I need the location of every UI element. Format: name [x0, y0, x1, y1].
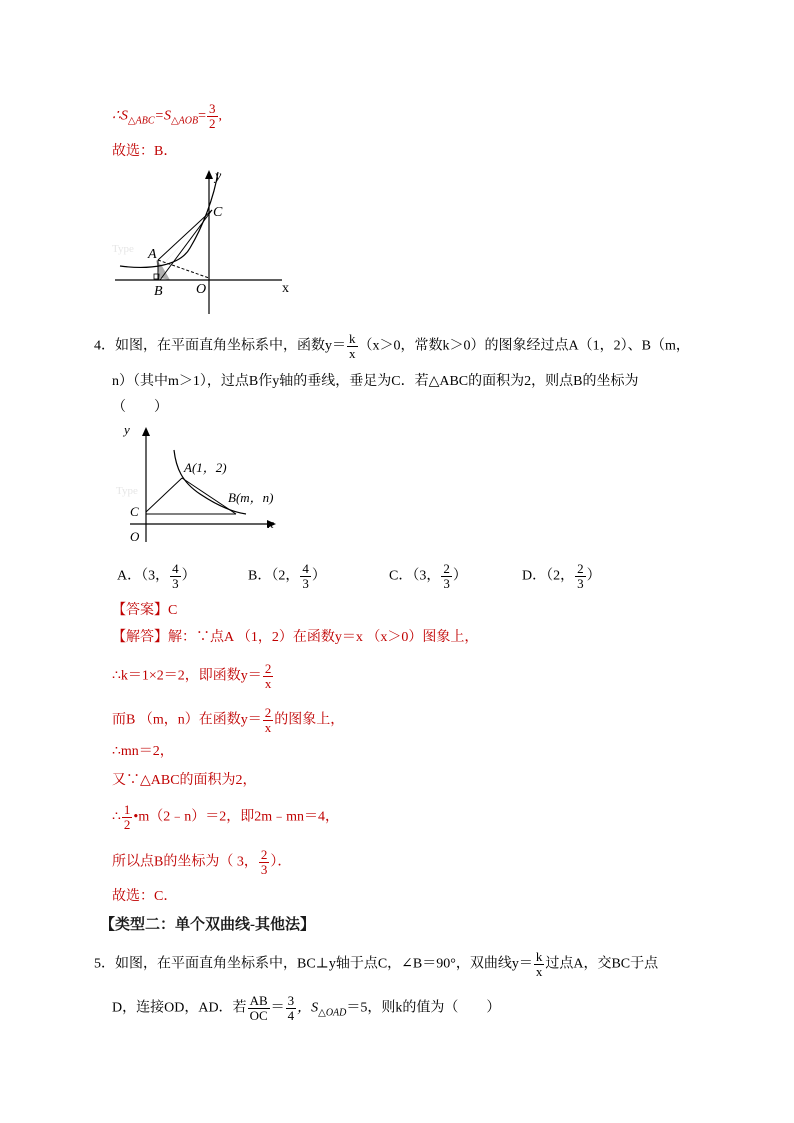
solution-fraction-2-over-x [263, 662, 274, 691]
section-title: 【类型二：单个双曲线-其他法】 [100, 917, 315, 933]
option-a[interactable] [117, 562, 196, 591]
frac-num: 4 [172, 561, 179, 576]
q5-subscript-oad: △OAD [318, 1007, 347, 1019]
q5-fraction-ab-oc [248, 994, 270, 1023]
equals-s: =S [154, 108, 171, 124]
watermark-type: Type [116, 485, 138, 497]
solution-line-5: 又∵△ABC的面积为2， [112, 773, 257, 788]
label-x: x [282, 281, 289, 296]
option-b[interactable] [248, 562, 326, 591]
q4-line1 [94, 332, 690, 361]
label-b: B(m，n) [228, 490, 274, 505]
q5-line1-post: 过点A，交BC于点 [545, 956, 659, 972]
frac-num: 4 [302, 561, 309, 576]
q4-line1-pre: 4．如图，在平面直角坐标系中，函数y＝ [94, 338, 346, 354]
q5-fraction-k-over-x [534, 950, 545, 979]
frac-den: 3 [577, 576, 584, 591]
option-c-fraction [441, 562, 452, 591]
frac-num: 2 [264, 705, 272, 720]
subscript-aob: △AOB [170, 115, 199, 127]
frac-num: 1 [123, 802, 131, 817]
label-y: y [124, 424, 130, 437]
solution-line-6 [112, 803, 339, 832]
option-c[interactable] [389, 562, 467, 591]
q4-line3: （ ） [112, 400, 168, 415]
fraction-three-halves [207, 102, 218, 131]
equals: = [198, 108, 206, 124]
option-d[interactable] [522, 562, 601, 591]
label-c: C [130, 504, 139, 519]
frac-den: x [349, 346, 356, 361]
frac-den: 4 [287, 1008, 295, 1023]
label-a: A(1，2) [184, 460, 227, 475]
solution-text-7-post: ）． [270, 854, 292, 870]
option-b-label: B．（2， [248, 568, 300, 584]
label-x: x [268, 516, 274, 531]
option-c-close: ） [452, 568, 467, 584]
figure-2-graph [112, 424, 292, 549]
line-bc [160, 210, 212, 280]
answer-tag: 【答案】 [112, 603, 168, 618]
figure-1-graph [110, 168, 310, 318]
answer-select-b: 故选：B． [112, 144, 178, 159]
solution-fraction-half [122, 803, 133, 832]
q5-line1-pre: 5．如图，在平面直角坐标系中，BC⊥y轴于点C，∠B＝90°，双曲线y＝ [94, 956, 533, 972]
conclusion-line [112, 102, 222, 132]
frac-den: OC [249, 1008, 268, 1023]
q5-equals: ＝ [270, 1000, 285, 1016]
answer-line [112, 601, 177, 621]
conclusion-prefix: ∴S [112, 108, 128, 124]
solution-text-3-post: 的图象上， [274, 712, 345, 728]
frac-den: 3 [443, 576, 450, 591]
option-a-label: A．（3， [117, 568, 170, 584]
option-d-label: D．（2， [522, 568, 575, 584]
line-ac [158, 210, 212, 260]
y-axis-arrow [205, 170, 213, 179]
q5-line1 [94, 950, 658, 979]
frac-den: 3 [302, 576, 309, 591]
option-d-close: ） [586, 568, 601, 584]
label-o: O [130, 529, 140, 544]
q4-line1-post: （x＞0，常数k＞0）的图象经过点A（1，2）、B（m， [358, 338, 690, 354]
solution-text-3-pre: 而B （m，n）在函数y＝ [112, 712, 262, 728]
label-y: y [215, 169, 222, 184]
solution-line-7 [112, 848, 291, 877]
frac-num: 2 [264, 661, 272, 676]
frac-den: 3 [172, 576, 179, 591]
option-b-close: ） [311, 568, 326, 584]
frac-num: 3 [287, 993, 295, 1008]
frac-den: x [264, 720, 272, 735]
frac-den: 2 [123, 817, 131, 832]
option-d-fraction [575, 562, 586, 591]
label-b: B [154, 284, 163, 299]
frac-den: 2 [209, 116, 216, 131]
q5-line2-pre: D，连接OD，AD．若 [112, 1000, 247, 1016]
comma: , [218, 108, 222, 124]
frac-num: k [535, 949, 543, 964]
solution-text-7-pre: 所以点B的坐标为（ 3， [112, 854, 258, 870]
q5-line2-post: ＝5，则k的值为（ ） [346, 1000, 501, 1016]
answer-value: C [168, 603, 178, 618]
option-b-fraction [300, 562, 311, 591]
frac-num: 2 [443, 561, 450, 576]
q4-fraction-k-over-x [347, 332, 358, 361]
solution-fraction-2-over-x-b [263, 706, 274, 735]
y-axis-arrow [142, 427, 150, 436]
solution-text-1: 解：∵点A （1，2）在函数y＝x （x＞0）图象上， [168, 630, 479, 645]
subscript-abc: △ABC [127, 115, 155, 127]
solution-line-3 [112, 706, 344, 735]
label-a: A [148, 247, 157, 262]
frac-den: 3 [260, 862, 268, 877]
solution-line-8: 故选：C． [112, 889, 178, 904]
label-c: C [213, 205, 223, 220]
label-o: O [196, 282, 207, 297]
frac-den: x [535, 964, 543, 979]
option-a-fraction [170, 562, 181, 591]
watermark-type: Type [112, 243, 134, 255]
solution-line-4: ∴mn＝2， [112, 744, 174, 759]
solution-text-6-pre: ∴ [112, 809, 121, 825]
frac-num: AB [249, 993, 268, 1008]
q4-line2: n）（其中m＞1），过点B作y轴的垂线，垂足为C．若△ABC的面积为2，则点B的坐标为 [112, 374, 639, 389]
q5-area-s: ，S [297, 1000, 319, 1016]
frac-num: k [349, 331, 356, 346]
q5-line2 [112, 994, 500, 1024]
solution-line-1 [112, 628, 478, 648]
frac-den: x [264, 676, 272, 691]
analysis-tag: 【解答】 [112, 630, 168, 645]
solution-line-2 [112, 662, 274, 691]
solution-text-6-post: •m（2﹣n）＝2，即2m﹣mn＝4， [133, 809, 339, 825]
frac-num: 3 [209, 101, 216, 116]
option-a-close: ） [181, 568, 196, 584]
solution-text-2: ∴k＝1×2＝2，即函数y＝ [112, 668, 262, 684]
frac-num: 2 [577, 561, 584, 576]
line-ca [146, 478, 182, 512]
q5-fraction-three-quarters [286, 994, 297, 1023]
frac-num: 2 [260, 847, 268, 862]
option-c-label: C．（3， [389, 568, 441, 584]
solution-fraction-two-thirds [259, 848, 270, 877]
